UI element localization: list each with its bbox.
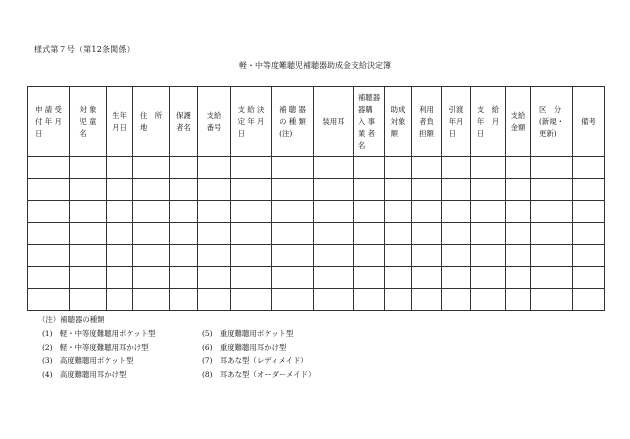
table-cell: [506, 201, 531, 223]
table-cell: [28, 245, 70, 267]
table-cell: [70, 223, 107, 245]
table-cell: [28, 201, 70, 223]
table-cell: [231, 179, 272, 201]
table-cell: [442, 179, 471, 201]
table-cell: [412, 223, 442, 245]
table-cell: [198, 201, 231, 223]
table-cell: [531, 267, 573, 289]
table-cell: [231, 289, 272, 311]
col-payment-date: 支 給 年 月 日: [471, 87, 506, 157]
table-cell: [531, 289, 573, 311]
table-cell: [70, 245, 107, 267]
table-cell: [354, 179, 385, 201]
note-item: (5) 重度難聴用ポケット型: [202, 329, 294, 338]
table-cell: [133, 157, 170, 179]
table-cell: [573, 223, 605, 245]
table-cell: [471, 223, 506, 245]
table-cell: [170, 201, 198, 223]
page-title: 軽・中等度難聴児補聴器助成金支給決定簿: [239, 61, 391, 70]
table-cell: [28, 157, 70, 179]
table-cell: [170, 267, 198, 289]
form-number: 様式第７号（第12条関係）: [34, 45, 135, 54]
table-cell: [170, 223, 198, 245]
table-cell: [354, 157, 385, 179]
col-child-name: 対 象 児 童 名: [70, 87, 107, 157]
table-cell: [133, 201, 170, 223]
note-item: (8) 耳あな型（オーダーメイド）: [202, 369, 316, 379]
table-cell: [314, 289, 354, 311]
table-cell: [314, 201, 354, 223]
table-cell: [70, 289, 107, 311]
col-remarks: 備考: [573, 87, 605, 157]
table-cell: [385, 289, 412, 311]
note-item: (6) 重度難聴用耳かけ型: [202, 342, 287, 352]
table-cell: [354, 245, 385, 267]
table-cell: [231, 267, 272, 289]
table-cell: [573, 201, 605, 223]
table-cell: [471, 157, 506, 179]
table-row: [28, 157, 605, 179]
table-cell: [442, 157, 471, 179]
table-cell: [314, 179, 354, 201]
table-cell: [354, 267, 385, 289]
table-cell: [170, 245, 198, 267]
table-cell: [354, 223, 385, 245]
table-cell: [107, 223, 133, 245]
table-cell: [272, 289, 314, 311]
table-cell: [272, 179, 314, 201]
table-cell: [471, 289, 506, 311]
note-item: (4) 高度難聴用耳かけ型: [42, 369, 127, 379]
table-cell: [442, 267, 471, 289]
table-cell: [107, 201, 133, 223]
table-cell: [471, 179, 506, 201]
col-address: 住 所 地: [133, 87, 170, 157]
table-cell: [28, 289, 70, 311]
table-cell: [133, 245, 170, 267]
col-subsidy-base: 助成 対象 額: [385, 87, 412, 157]
table-cell: [573, 179, 605, 201]
note-item: (3) 高度難聴用ポケット型: [42, 356, 134, 366]
table-cell: [231, 157, 272, 179]
table-cell: [272, 223, 314, 245]
table-row: [28, 289, 605, 311]
table-cell: [198, 157, 231, 179]
table-cell: [231, 201, 272, 223]
table-cell: [107, 179, 133, 201]
notes-title: （注）補聴器の種類: [38, 315, 105, 324]
table-cell: [385, 223, 412, 245]
col-wearing-ear: 装用耳: [314, 87, 354, 157]
note-item: (7) 耳あな型（レディメイド）: [202, 356, 308, 366]
table-cell: [198, 267, 231, 289]
header-row: [28, 87, 605, 157]
table-cell: [198, 179, 231, 201]
table-cell: [133, 223, 170, 245]
table-cell: [70, 267, 107, 289]
table-cell: [531, 201, 573, 223]
decision-ledger-table: [27, 86, 605, 311]
col-payment-number: 支給 番号: [198, 87, 231, 157]
table-cell: [442, 201, 471, 223]
col-payment-amount: 支給 金額: [506, 87, 531, 157]
table-cell: [198, 223, 231, 245]
table-cell: [314, 267, 354, 289]
notes-list: [42, 328, 362, 380]
col-user-burden: 利用 者負 担額: [412, 87, 442, 157]
table-cell: [170, 289, 198, 311]
table-cell: [412, 245, 442, 267]
table-row: [28, 245, 605, 267]
notes: [38, 314, 362, 380]
table-cell: [314, 245, 354, 267]
table-cell: [198, 245, 231, 267]
table-cell: [314, 223, 354, 245]
table-cell: [506, 179, 531, 201]
table-cell: [198, 289, 231, 311]
table-cell: [107, 289, 133, 311]
note-item: (2) 軽・中等度難聴用耳かけ型: [42, 342, 149, 352]
table-cell: [531, 245, 573, 267]
ledger-body: [28, 157, 605, 311]
table-cell: [107, 267, 133, 289]
table-cell: [314, 157, 354, 179]
table-cell: [442, 245, 471, 267]
table-cell: [412, 157, 442, 179]
note-item: (1) 軽・中等度難聴用ポケット型: [42, 329, 156, 338]
table-cell: [385, 179, 412, 201]
table-cell: [385, 245, 412, 267]
col-birth-date: 生年 月日: [107, 87, 133, 157]
table-cell: [272, 157, 314, 179]
table-cell: [70, 201, 107, 223]
table-cell: [506, 245, 531, 267]
col-reception-date: 申 請 受 付 年 月 日: [28, 87, 70, 157]
table-cell: [70, 179, 107, 201]
table-cell: [573, 289, 605, 311]
table-cell: [531, 179, 573, 201]
table-cell: [231, 223, 272, 245]
table-cell: [471, 267, 506, 289]
table-cell: [272, 245, 314, 267]
table-cell: [506, 223, 531, 245]
table-cell: [272, 201, 314, 223]
table-cell: [133, 289, 170, 311]
table-cell: [531, 223, 573, 245]
table-cell: [231, 245, 272, 267]
table-cell: [506, 157, 531, 179]
table-cell: [573, 267, 605, 289]
col-category: 区 分 (新規・ 更新): [531, 87, 573, 157]
table-cell: [28, 223, 70, 245]
table-cell: [354, 289, 385, 311]
col-hearing-aid-type: 補 聴 器 の 種 類 (注): [272, 87, 314, 157]
table-cell: [354, 201, 385, 223]
table-cell: [28, 267, 70, 289]
table-cell: [412, 201, 442, 223]
col-delivery-date: 引渡 年月 日: [442, 87, 471, 157]
table-cell: [506, 289, 531, 311]
table-cell: [272, 267, 314, 289]
table-cell: [133, 179, 170, 201]
table-cell: [170, 157, 198, 179]
table-cell: [170, 179, 198, 201]
table-row: [28, 223, 605, 245]
table-cell: [412, 267, 442, 289]
table-cell: [412, 289, 442, 311]
table-cell: [442, 223, 471, 245]
table-cell: [385, 267, 412, 289]
col-guardian-name: 保護 者名: [170, 87, 198, 157]
table-cell: [506, 267, 531, 289]
table-row: [28, 201, 605, 223]
table-cell: [385, 157, 412, 179]
table-cell: [70, 157, 107, 179]
table-row: [28, 179, 605, 201]
table-cell: [107, 245, 133, 267]
table-cell: [107, 157, 133, 179]
table-cell: [573, 157, 605, 179]
table-cell: [471, 201, 506, 223]
table-cell: [442, 289, 471, 311]
table-cell: [573, 245, 605, 267]
col-decision-date: 支 給 決 定 年 月 日: [231, 87, 272, 157]
table-cell: [531, 157, 573, 179]
table-cell: [28, 179, 70, 201]
col-vendor-name: 補聴器 器購 入 事 業 者 名: [354, 87, 385, 157]
table-row: [28, 267, 605, 289]
table-cell: [133, 267, 170, 289]
table-cell: [471, 245, 506, 267]
table-cell: [385, 201, 412, 223]
table-cell: [412, 179, 442, 201]
